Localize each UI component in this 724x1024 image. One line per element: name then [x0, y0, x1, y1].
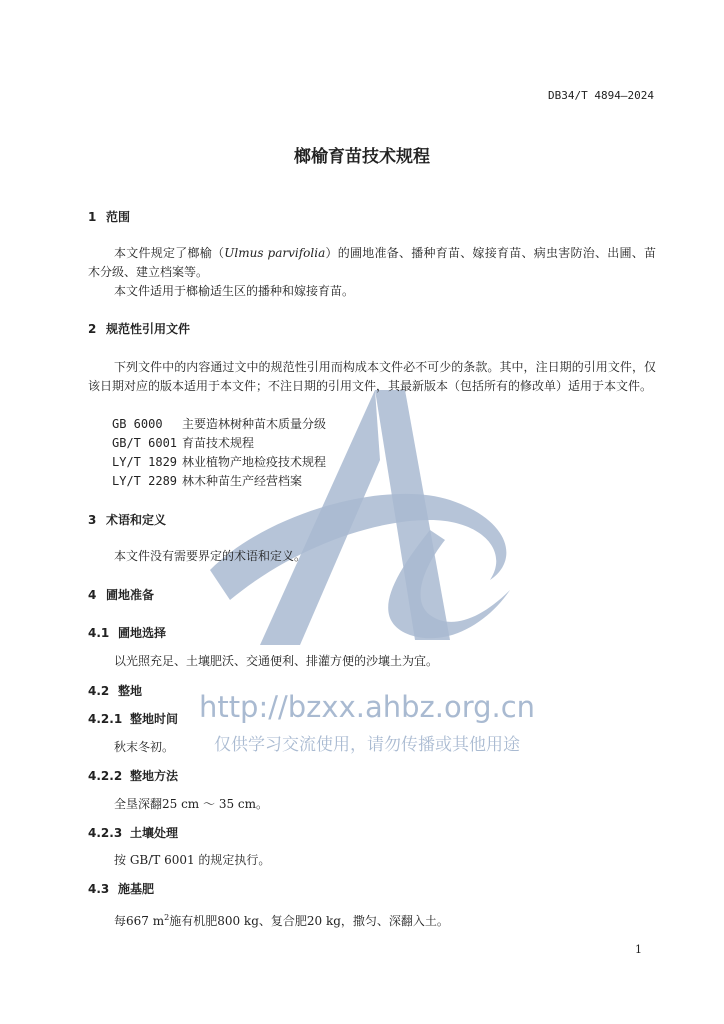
reference-code: LY/T 2289 — [112, 474, 178, 488]
section-1-heading — [88, 208, 130, 225]
reference-item — [112, 415, 326, 432]
latin-name: Ulmus parvifolia — [224, 246, 326, 260]
section-number: 4.2.2 — [88, 769, 123, 783]
section-title: 圃地准备 — [106, 588, 155, 602]
text-run: 施有机肥800 kg、复合肥20 kg，撒匀、深翻入土。 — [169, 914, 449, 928]
reference-item — [112, 472, 302, 489]
section-title: 圃地选择 — [118, 626, 167, 640]
section-1-paragraph-1 — [88, 244, 656, 282]
text-run: ）的圃地准备、播种育苗、嫁接育苗、病虫害防治、出圃、苗木分级、建立档案等。 — [88, 246, 656, 279]
watermark-notice: 仅供学习交流使用，请勿传播或其他用途 — [214, 735, 520, 755]
section-2-paragraph-1: 下列文件中的内容通过文中的规范性引用而构成本文件必不可少的条款。其中，注日期的引用文件，仅该日期对应的版本适用于本文件；不注日期的引用文件，其最新版本（包括所有的修改单）适用于本文件。 — [88, 360, 656, 393]
section-3-heading — [88, 511, 166, 528]
superscript: 2 — [164, 913, 170, 922]
section-number: 2 — [88, 322, 97, 336]
section-title: 整地方法 — [130, 769, 179, 783]
section-4-2-2-heading — [88, 767, 178, 784]
section-number: 4.2.1 — [88, 712, 123, 726]
section-3-paragraph-1: 本文件没有需要界定的术语和定义。 — [114, 549, 307, 563]
section-4-heading — [88, 586, 154, 603]
section-4-3-paragraph — [88, 908, 656, 931]
text-run: 本文件规定了榔榆（ — [114, 246, 225, 260]
reference-item — [112, 434, 254, 451]
section-title: 术语和定义 — [106, 513, 167, 527]
section-number: 4.2 — [88, 684, 110, 698]
watermark-logo — [190, 390, 540, 670]
section-title: 整地时间 — [130, 712, 179, 726]
section-title: 土壤处理 — [130, 826, 179, 840]
section-number: 3 — [88, 513, 97, 527]
standard-number: DB34/T 4894—2024 — [548, 89, 654, 102]
watermark-url: http://bzxx.ahbz.org.cn — [198, 690, 536, 724]
section-number: 4.3 — [88, 882, 110, 896]
reference-code: GB/T 6001 — [112, 436, 178, 450]
section-4-2-3-paragraph: 按 GB/T 6001 的规定执行。 — [114, 853, 271, 867]
section-title: 规范性引用文件 — [106, 322, 191, 336]
document-title: 榔榆育苗技术规程 — [294, 147, 430, 167]
page-number: 1 — [635, 943, 642, 956]
section-title: 范围 — [106, 210, 131, 224]
section-4-1-heading — [88, 624, 166, 641]
section-number: 1 — [88, 210, 97, 224]
section-number: 4.1 — [88, 626, 110, 640]
section-title: 施基肥 — [118, 882, 155, 896]
reference-title: 林业植物产地检疫技术规程 — [182, 455, 327, 469]
text-run: 每667 m — [114, 914, 165, 928]
section-4-1-paragraph: 以光照充足、土壤肥沃、交通便利、排灌方便的沙壤土为宜。 — [114, 654, 439, 668]
section-title: 整地 — [118, 684, 143, 698]
reference-item — [112, 453, 326, 470]
section-number: 4.2.3 — [88, 826, 123, 840]
reference-code: GB 6000 — [112, 417, 163, 431]
section-4-2-3-heading — [88, 824, 178, 841]
section-1-paragraph-2: 本文件适用于榔榆适生区的播种和嫁接育苗。 — [114, 284, 355, 298]
section-2-heading — [88, 320, 190, 337]
section-4-2-2-paragraph: 全垦深翻25 cm ～ 35 cm。 — [114, 797, 268, 811]
section-4-2-1-paragraph: 秋末冬初。 — [114, 740, 175, 754]
reference-code: LY/T 1829 — [112, 455, 178, 469]
section-4-3-heading — [88, 880, 154, 897]
reference-title: 主要造林树种苗木质量分级 — [182, 417, 327, 431]
reference-title: 林木种苗生产经营档案 — [182, 474, 303, 488]
section-number: 4 — [88, 588, 97, 602]
reference-title: 育苗技术规程 — [182, 436, 255, 450]
